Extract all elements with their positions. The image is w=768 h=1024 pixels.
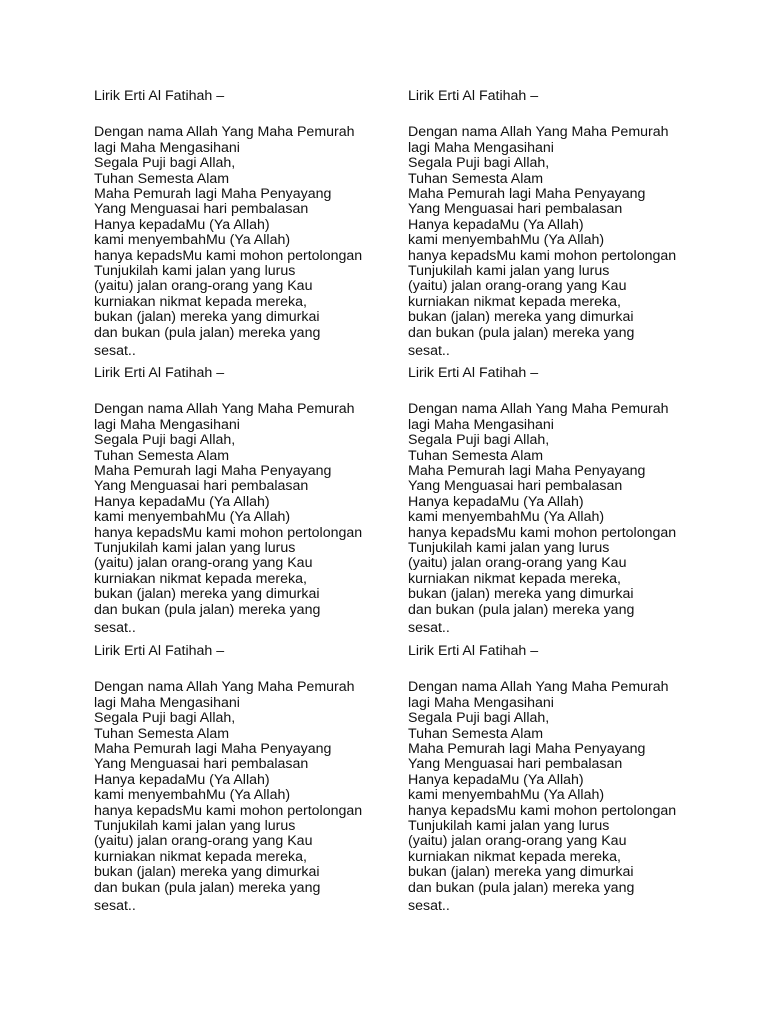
lyric-line: Tunjukilah kami jalan yang lurus — [408, 263, 610, 280]
lyric-line: lagi Maha Mengasihani — [94, 139, 240, 156]
block-title: Lirik Erti Al Fatihah – — [94, 643, 225, 659]
lyric-last-line: sesat.. — [94, 343, 136, 360]
lyric-line: Dengan nama Allah Yang Maha Pemurah — [408, 679, 669, 696]
lyric-line: Hanya kepadaMu (Ya Allah) — [408, 493, 584, 510]
lyric-line: (yaitu) jalan orang-orang yang Kau — [408, 555, 627, 572]
lyric-line: Yang Menguasai hari pembalasan — [408, 201, 623, 218]
lyric-line: Dengan nama Allah Yang Maha Pemurah — [408, 401, 669, 418]
lyric-last-line: sesat.. — [94, 898, 136, 915]
lyric-line: kami menyembahMu (Ya Allah) — [94, 509, 291, 526]
lyric-line: Segala Puji bagi Allah, — [94, 710, 236, 727]
lyric-last-line: sesat.. — [408, 898, 450, 915]
lyric-line: kurniakan nikmat kepada mereka, — [408, 293, 621, 310]
lyric-line: dan bukan (pula jalan) mereka yang — [94, 324, 321, 341]
lyrics-block-top-right — [408, 89, 708, 360]
lyric-line: Tuhan Semesta Alam — [408, 725, 544, 742]
lyric-line: kurniakan nikmat kepada mereka, — [408, 570, 621, 587]
lyric-line: kami menyembahMu (Ya Allah) — [408, 787, 605, 804]
lyric-line: Hanya kepadaMu (Ya Allah) — [408, 216, 584, 233]
lyric-line: hanya kepadsMu kami mohon pertolongan — [94, 802, 363, 819]
lyric-line: hanya kepadsMu kami mohon pertolongan — [408, 524, 677, 541]
lyrics-block-middle-left — [94, 366, 394, 637]
lyric-line: Segala Puji bagi Allah, — [94, 155, 236, 172]
lyric-line: Maha Pemurah lagi Maha Penyayang — [408, 741, 646, 758]
lyric-line: Tuhan Semesta Alam — [94, 725, 230, 742]
lyric-line: dan bukan (pula jalan) mereka yang — [408, 324, 635, 341]
lyrics-block-bottom-left — [94, 644, 394, 915]
lyric-line: kami menyembahMu (Ya Allah) — [408, 509, 605, 526]
lyric-line: Hanya kepadaMu (Ya Allah) — [408, 771, 584, 788]
lyric-line: hanya kepadsMu kami mohon pertolongan — [408, 802, 677, 819]
lyric-line: Yang Menguasai hari pembalasan — [408, 756, 623, 773]
lyric-line: dan bukan (pula jalan) mereka yang — [94, 601, 321, 618]
lyric-line: lagi Maha Mengasihani — [94, 694, 240, 711]
lyric-line: kurniakan nikmat kepada mereka, — [94, 570, 307, 587]
lyric-line: kami menyembahMu (Ya Allah) — [94, 787, 291, 804]
lyric-line: lagi Maha Mengasihani — [94, 416, 240, 433]
lyric-line: Hanya kepadaMu (Ya Allah) — [94, 216, 270, 233]
lyric-line: Yang Menguasai hari pembalasan — [408, 478, 623, 495]
lyric-line: Dengan nama Allah Yang Maha Pemurah — [94, 679, 355, 696]
lyric-line: lagi Maha Mengasihani — [408, 139, 554, 156]
lyrics-block-top-left — [94, 89, 394, 360]
lyrics-block-middle-right — [408, 366, 708, 637]
lyric-line: Segala Puji bagi Allah, — [94, 432, 236, 449]
lyric-line: Segala Puji bagi Allah, — [408, 155, 550, 172]
lyric-line: bukan (jalan) mereka yang dimurkai — [94, 309, 320, 326]
lyric-line: kurniakan nikmat kepada mereka, — [408, 848, 621, 865]
lyric-line: hanya kepadsMu kami mohon pertolongan — [94, 247, 363, 264]
lyric-line: (yaitu) jalan orang-orang yang Kau — [94, 833, 313, 850]
lyric-last-line: sesat.. — [408, 343, 450, 360]
lyric-line: Tunjukilah kami jalan yang lurus — [94, 263, 296, 280]
lyric-line: bukan (jalan) mereka yang dimurkai — [408, 586, 634, 603]
lyric-line: kurniakan nikmat kepada mereka, — [94, 293, 307, 310]
lyric-line: Tuhan Semesta Alam — [94, 170, 230, 187]
lyric-line: hanya kepadsMu kami mohon pertolongan — [94, 524, 363, 541]
lyric-line: Tuhan Semesta Alam — [408, 170, 544, 187]
lyric-line: Maha Pemurah lagi Maha Penyayang — [94, 741, 332, 758]
block-title: Lirik Erti Al Fatihah – — [408, 365, 539, 381]
lyric-line: Tunjukilah kami jalan yang lurus — [94, 818, 296, 835]
lyric-line: dan bukan (pula jalan) mereka yang — [94, 879, 321, 896]
lyric-line: kurniakan nikmat kepada mereka, — [94, 848, 307, 865]
lyric-line: Hanya kepadaMu (Ya Allah) — [94, 771, 270, 788]
lyric-line: Maha Pemurah lagi Maha Penyayang — [408, 186, 646, 203]
lyrics-block-bottom-right — [408, 644, 708, 915]
block-title: Lirik Erti Al Fatihah – — [94, 88, 225, 104]
block-title: Lirik Erti Al Fatihah – — [408, 88, 539, 104]
lyric-last-line: sesat.. — [94, 620, 136, 637]
lyric-line: hanya kepadsMu kami mohon pertolongan — [408, 247, 677, 264]
block-title: Lirik Erti Al Fatihah – — [408, 643, 539, 659]
lyric-line: Tuhan Semesta Alam — [408, 447, 544, 464]
lyric-line: (yaitu) jalan orang-orang yang Kau — [94, 278, 313, 295]
lyric-line: Tuhan Semesta Alam — [94, 447, 230, 464]
lyric-line: Yang Menguasai hari pembalasan — [94, 478, 309, 495]
lyric-line: Segala Puji bagi Allah, — [408, 710, 550, 727]
lyric-line: Maha Pemurah lagi Maha Penyayang — [408, 463, 646, 480]
lyric-line: bukan (jalan) mereka yang dimurkai — [408, 864, 634, 881]
lyric-line: (yaitu) jalan orang-orang yang Kau — [94, 555, 313, 572]
lyric-line: bukan (jalan) mereka yang dimurkai — [94, 864, 320, 881]
lyric-line: Maha Pemurah lagi Maha Penyayang — [94, 186, 332, 203]
lyric-line: (yaitu) jalan orang-orang yang Kau — [408, 833, 627, 850]
lyric-line: Yang Menguasai hari pembalasan — [94, 201, 309, 218]
lyric-line: Tunjukilah kami jalan yang lurus — [408, 818, 610, 835]
lyric-line: bukan (jalan) mereka yang dimurkai — [408, 309, 634, 326]
block-title: Lirik Erti Al Fatihah – — [94, 365, 225, 381]
lyric-line: Segala Puji bagi Allah, — [408, 432, 550, 449]
lyric-last-line: sesat.. — [408, 620, 450, 637]
lyric-line: Maha Pemurah lagi Maha Penyayang — [94, 463, 332, 480]
lyric-line: Dengan nama Allah Yang Maha Pemurah — [94, 124, 355, 141]
lyric-line: dan bukan (pula jalan) mereka yang — [408, 601, 635, 618]
lyric-line: bukan (jalan) mereka yang dimurkai — [94, 586, 320, 603]
lyric-line: kami menyembahMu (Ya Allah) — [408, 232, 605, 249]
lyric-line: Hanya kepadaMu (Ya Allah) — [94, 493, 270, 510]
lyric-line: Yang Menguasai hari pembalasan — [94, 756, 309, 773]
lyric-line: Tunjukilah kami jalan yang lurus — [408, 540, 610, 557]
lyric-line: lagi Maha Mengasihani — [408, 694, 554, 711]
lyric-line: kami menyembahMu (Ya Allah) — [94, 232, 291, 249]
lyric-line: (yaitu) jalan orang-orang yang Kau — [408, 278, 627, 295]
lyric-line: lagi Maha Mengasihani — [408, 416, 554, 433]
lyric-line: Tunjukilah kami jalan yang lurus — [94, 540, 296, 557]
lyric-line: dan bukan (pula jalan) mereka yang — [408, 879, 635, 896]
lyric-line: Dengan nama Allah Yang Maha Pemurah — [94, 401, 355, 418]
lyric-line: Dengan nama Allah Yang Maha Pemurah — [408, 124, 669, 141]
